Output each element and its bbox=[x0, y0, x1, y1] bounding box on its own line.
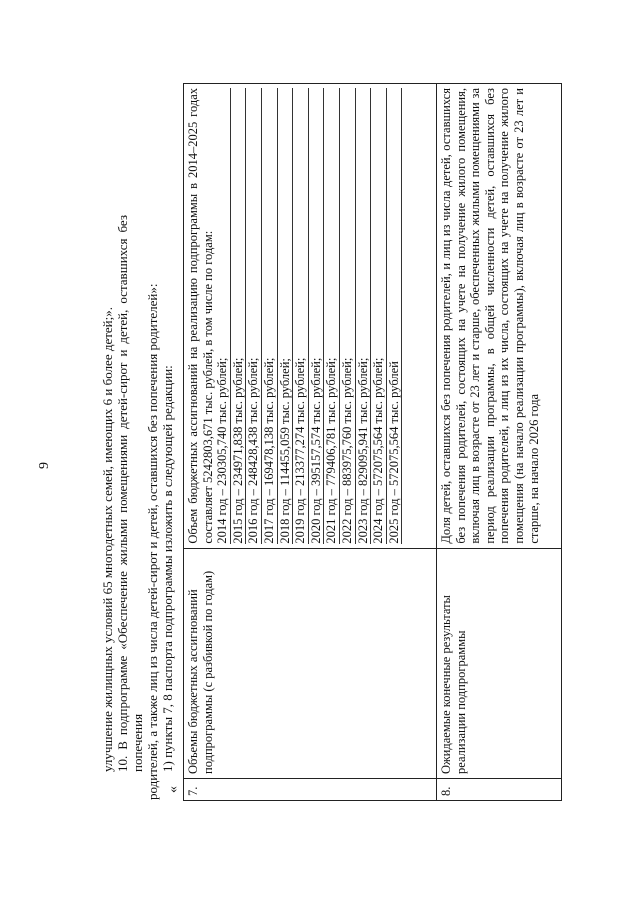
row-number: 8. bbox=[437, 778, 562, 800]
budget-year-2023: 2023 год – 829095,941 тыс. рублей; bbox=[356, 88, 372, 544]
budget-year-list bbox=[215, 88, 402, 544]
intro-line-1: улучшение жилищных условий 65 многодетных семей, имеющих 6 и более детей;». bbox=[100, 306, 115, 772]
table-row bbox=[184, 84, 437, 801]
intro-line-3: родителей, а также лиц из числа детей-сирот и детей, оставшихся без попечения родителей»: bbox=[145, 283, 160, 800]
row-description: Доля детей, оставшихся без попечения родителей, и лиц из числа детей, оставшихся без попечения родителей, состоящих на учете на получение жилого помещения, включая лиц в возрасте от 23 лет и старше, обеспеченных жилыми помещениями за период реализации программы, в общей численности детей, оставшихся без попечения родителей, и лиц из их числа, состоящих на учете на получение жилого помещения (на начало реализации программы), включая лиц в возрасте от 23 лет и старше, на начало 2026 года bbox=[437, 84, 562, 549]
budget-year-2019: 2019 год – 213377,274 тыс. рублей; bbox=[293, 88, 309, 544]
row-name: Объемы бюджетных ассигнований подпрограммы (с разбивкой по годам) bbox=[184, 548, 437, 778]
row-number: 7. bbox=[184, 778, 437, 800]
row-name: Ожидаемые конечные результаты реализации подпрограммы bbox=[437, 548, 562, 778]
row-description bbox=[184, 84, 437, 549]
budget-year-2020: 2020 год – 395157,574 тыс. рублей; bbox=[309, 88, 325, 544]
budget-year-2015: 2015 год – 234971,838 тыс. рублей; bbox=[231, 88, 247, 544]
passport-table bbox=[183, 83, 562, 801]
budget-year-2022: 2022 год – 883975,760 тыс. рублей; bbox=[340, 88, 356, 544]
page-number: 9 bbox=[37, 462, 52, 469]
budget-summary: Объем бюджетных ассигнований на реализацию подпрограммы в 2014–2025 годах составляет 5242803,671 тыс. рублей, в том числе по годам: bbox=[186, 88, 215, 544]
budget-year-2024: 2024 год – 572075,564 тыс. рублей; bbox=[371, 88, 387, 544]
intro-text bbox=[100, 215, 175, 800]
intro-line-4: 1) пункты 7, 8 паспорта подпрограммы изложить в следующей редакции: bbox=[160, 365, 175, 772]
budget-year-2016: 2016 год – 248428,438 тыс. рублей; bbox=[246, 88, 262, 544]
opening-quote: « bbox=[166, 786, 181, 793]
budget-year-2021: 2021 год – 779406,781 тыс. рублей; bbox=[324, 88, 340, 544]
budget-year-2018: 2018 год – 114455,059 тыс. рублей; bbox=[278, 88, 294, 544]
budget-year-2025: 2025 год – 572075,564 тыс. рублей bbox=[387, 88, 403, 544]
budget-year-2017: 2017 год – 169478,138 тыс. рублей; bbox=[262, 88, 278, 544]
table-row bbox=[437, 84, 562, 801]
intro-line-2: 10. В подпрограмме «Обеспечение жилыми помещениями детей-сирот и детей, оставшихся без попечения bbox=[115, 215, 145, 772]
budget-year-2014: 2014 год – 230305,740 тыс. рублей; bbox=[215, 88, 231, 544]
